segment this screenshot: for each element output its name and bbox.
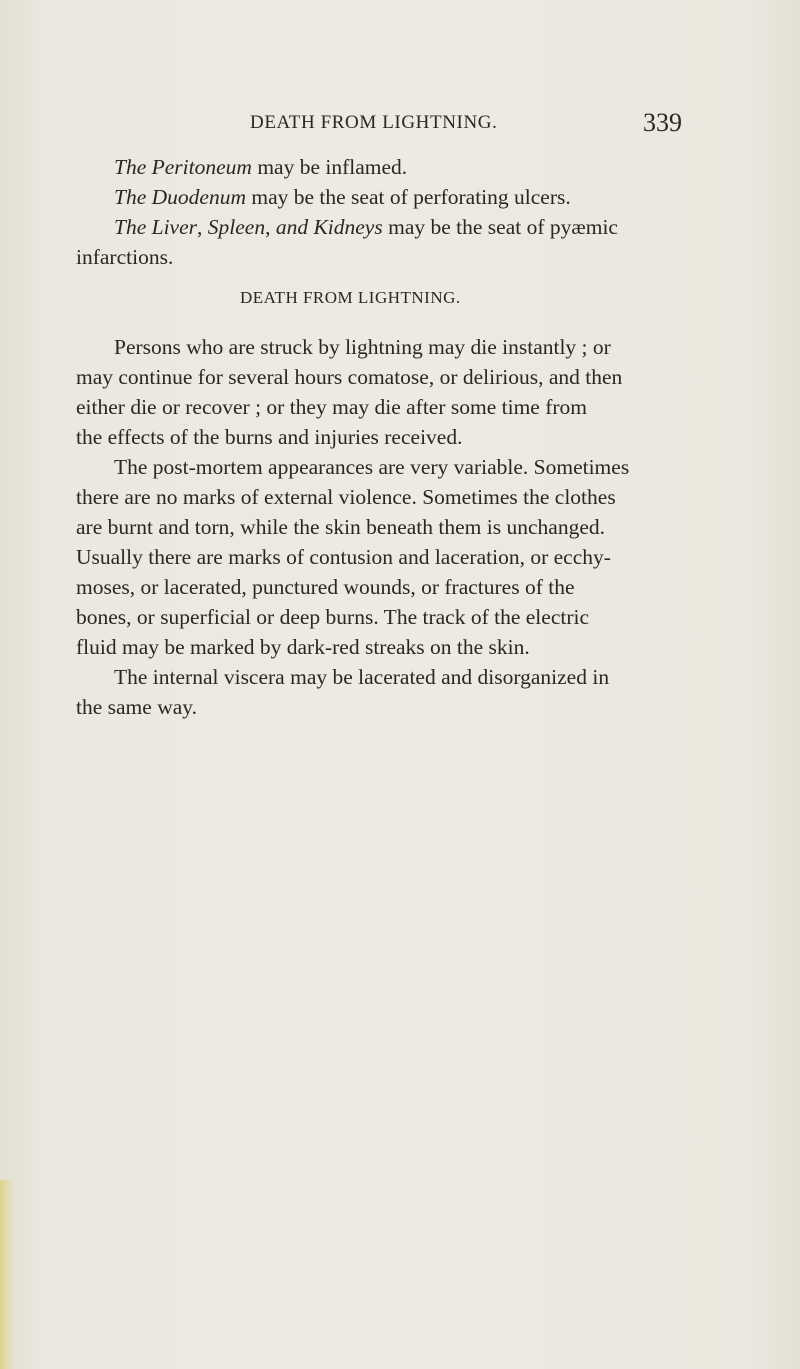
body-line: are burnt and torn, while the skin beneath them is unchanged. xyxy=(76,515,605,539)
body-line: may continue for several hours comatose, or delirious, and then xyxy=(76,365,623,389)
peritoneum-line xyxy=(114,157,407,179)
body-line: the effects of the burns and injuries received. xyxy=(76,425,463,449)
body-line: bones, or superficial or deep burns. The track of the electric xyxy=(76,605,590,629)
body-line: there are no marks of external violence. Sometimes the clothes xyxy=(76,485,616,509)
body-line: Usually there are marks of contusion and laceration, or ecchy- xyxy=(76,545,611,569)
page-number: 339 xyxy=(643,108,682,137)
organs-continuation: infarctions. xyxy=(76,245,174,269)
organs-separator: , xyxy=(265,215,276,239)
duodenum-term: The Duodenum xyxy=(114,185,246,209)
running-head xyxy=(76,108,682,142)
peritoneum-term: The Peritoneum xyxy=(114,155,252,179)
body-line: the same way. xyxy=(76,695,197,719)
kidneys-term: and Kidneys xyxy=(275,215,383,239)
body-line: The post-mortem appearances are very variable. Sometimes xyxy=(114,455,630,479)
body-line: either die or recover ; or they may die after some time from xyxy=(76,395,588,419)
body-line: Persons who are struck by lightning may die instantly ; or xyxy=(114,335,611,359)
body-line: The internal viscera may be lacerated and disorganized in xyxy=(114,665,610,689)
body-line: moses, or lacerated, punctured wounds, or fractures of the xyxy=(76,575,575,599)
duodenum-text: may be the seat of perforating ulcers. xyxy=(245,185,571,209)
body-line: fluid may be marked by dark-red streaks on the skin. xyxy=(76,635,530,659)
liver-term: The Liver xyxy=(114,215,198,239)
organs-text: may be the seat of pyæmic xyxy=(382,215,618,239)
duodenum-line xyxy=(114,187,571,209)
page-edge-stain xyxy=(0,1180,14,1369)
spleen-term: Spleen xyxy=(207,215,266,239)
peritoneum-text: may be inflamed. xyxy=(251,155,408,179)
running-title: DEATH FROM LIGHTNING. xyxy=(250,112,498,133)
organs-line xyxy=(114,217,618,239)
section-heading: DEATH FROM LIGHTNING. xyxy=(240,288,461,307)
organs-separator: , xyxy=(197,215,208,239)
